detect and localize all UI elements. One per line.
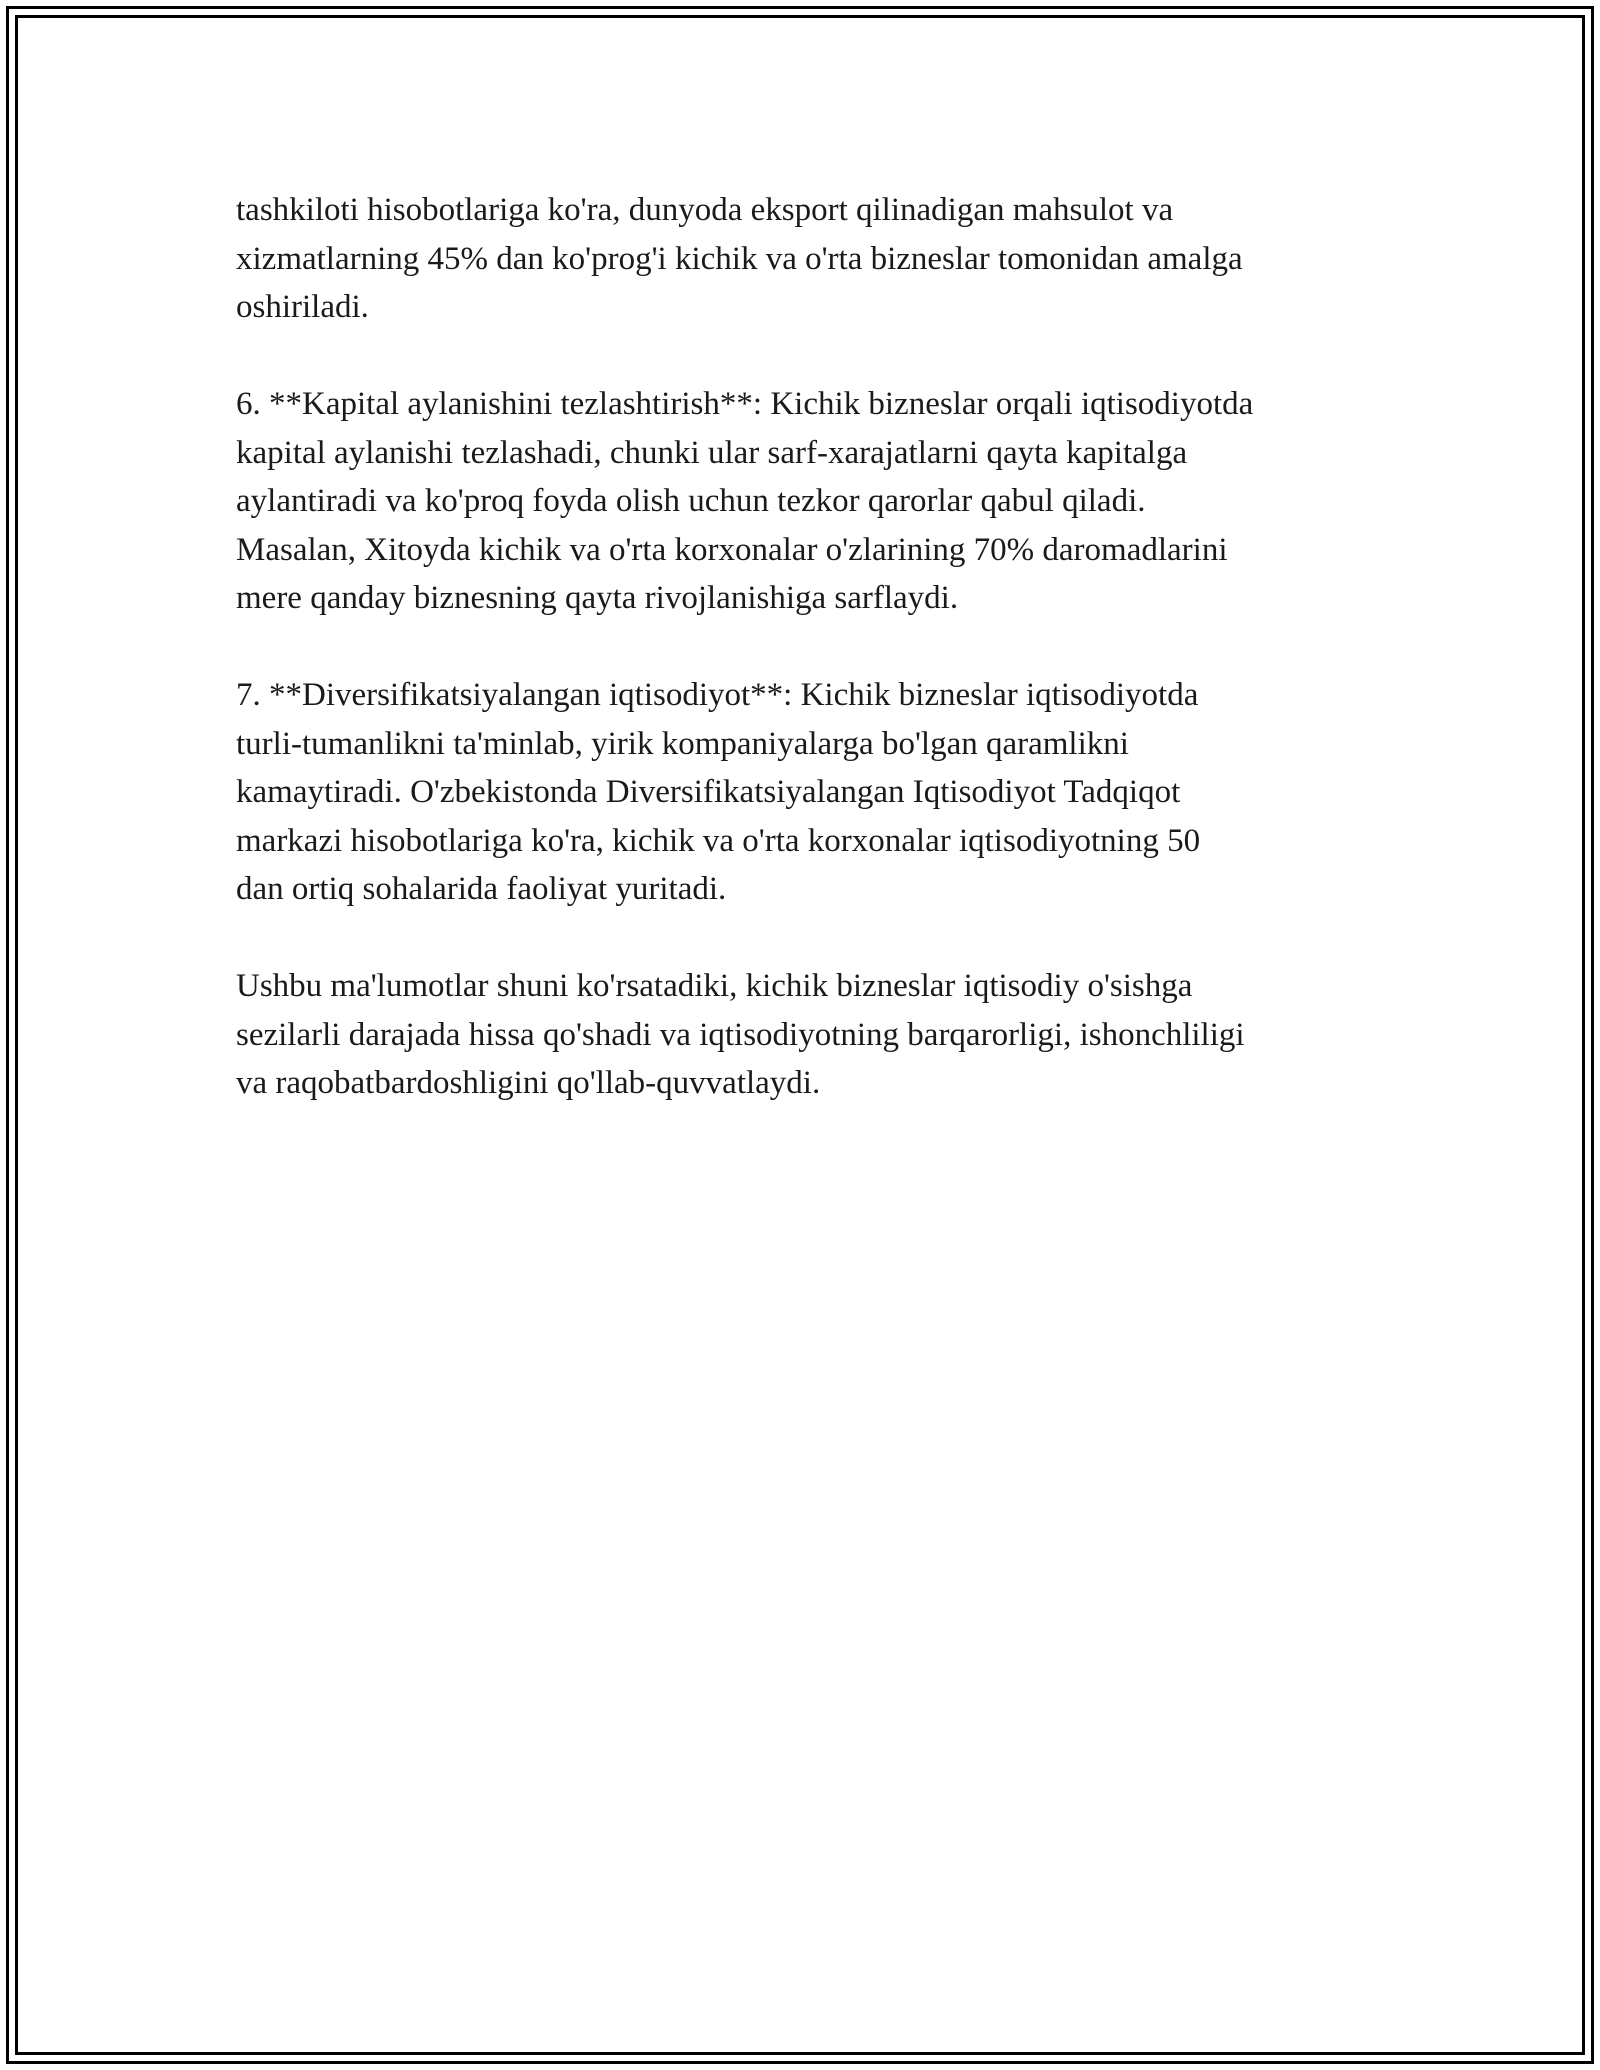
text-line: oshiriladi.	[236, 289, 369, 325]
text-line: kapital aylanishi tezlashadi, chunki ular sarf-xarajatlarni qayta kapitalga	[236, 434, 1188, 471]
text-line: dan ortiq sohalarida faoliyat yuritadi.	[236, 871, 727, 907]
text-line: Ushbu ma'lumotlar shuni ko'rsatadiki, kichik bizneslar iqtisodiy o'sishga	[236, 968, 1193, 1004]
document-body	[236, 186, 1376, 1156]
paragraph-export-continuation	[236, 186, 1376, 332]
text-line: sezilarli darajada hissa qo'shadi va iqtisodiyotning barqarorligi, ishonchliligi	[236, 1016, 1245, 1053]
text-line: kamaytiradi. O'zbekistonda Diversifikatsiyalangan Iqtisodiyot Tadqiqot	[236, 774, 1181, 810]
text-line: tashkiloti hisobotlariga ko'ra, dunyoda eksport qilinadigan mahsulot va	[236, 192, 1174, 228]
text-line: mere qanday biznesning qayta rivojlanishiga sarflaydi.	[236, 580, 959, 616]
text-line: aylantiradi va ko'proq foyda olish uchun tezkor qarorlar qabul qiladi.	[236, 483, 1146, 519]
text-line: 6. **Kapital aylanishini tezlashtirish**: Kichik bizneslar orqali iqtisodiyotda	[236, 386, 1254, 422]
text-line: turli-tumanlikni ta'minlab, yirik kompaniyalarga bo'lgan qaramlikni	[236, 725, 1129, 762]
text-line: xizmatlarning 45% dan ko'prog'i kichik va o'rta bizneslar tomonidan amalga	[236, 240, 1243, 277]
text-line: 7. **Diversifikatsiyalangan iqtisodiyot**: Kichik bizneslar iqtisodiyotda	[236, 677, 1199, 713]
text-line: markazi hisobotlariga ko'ra, kichik va o'rta korxonalar iqtisodiyotning 50	[236, 822, 1201, 859]
paragraph-item-6-capital-turnover	[236, 380, 1376, 623]
paragraph-conclusion	[236, 962, 1376, 1108]
text-line: va raqobatbardoshligini qo'llab-quvvatlaydi.	[236, 1065, 821, 1101]
text-line: Masalan, Xitoyda kichik va o'rta korxonalar o'zlarining 70% daromadlarini	[236, 531, 1228, 568]
paragraph-item-7-diversified-economy	[236, 671, 1376, 914]
